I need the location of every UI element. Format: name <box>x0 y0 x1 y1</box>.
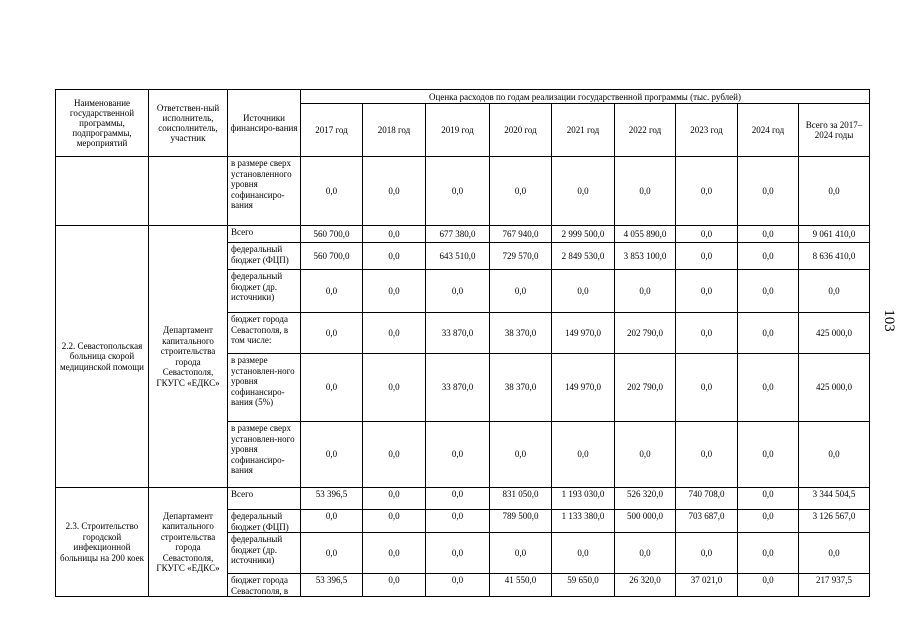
value-cell: 0,0 <box>738 354 799 422</box>
value-cell: 0,0 <box>363 157 426 226</box>
source-cell: в размере сверх установленного уровня софинансиро-вания <box>228 157 301 226</box>
value-cell: 26 320,0 <box>615 574 676 597</box>
header-source-col: Источники финансиро-вания <box>228 90 301 157</box>
name-cell-empty <box>56 157 149 226</box>
value-cell: 643 510,0 <box>426 243 490 270</box>
value-cell: 0,0 <box>301 422 363 488</box>
table-row <box>56 157 870 226</box>
value-cell: 41 550,0 <box>490 574 552 597</box>
value-cell: 0,0 <box>490 157 552 226</box>
value-cell: 0,0 <box>363 488 426 510</box>
value-cell: 0,0 <box>552 533 615 574</box>
value-cell: 0,0 <box>301 533 363 574</box>
page-number: 103 <box>880 309 897 332</box>
value-cell: 0,0 <box>301 313 363 354</box>
value-cell: 0,0 <box>738 533 799 574</box>
value-cell: 0,0 <box>738 422 799 488</box>
value-cell: 0,0 <box>738 270 799 313</box>
total-header: Всего за 2017–2024 годы <box>799 104 870 157</box>
value-cell: 500 000,0 <box>615 510 676 533</box>
value-cell: 0,0 <box>799 270 870 313</box>
year-header: 2019 год <box>426 104 490 157</box>
value-cell: 2 849 530,0 <box>552 243 615 270</box>
value-cell: 0,0 <box>799 533 870 574</box>
table-row <box>56 488 870 510</box>
value-cell: 0,0 <box>738 157 799 226</box>
value-cell: 0,0 <box>301 510 363 533</box>
value-cell: 0,0 <box>676 243 738 270</box>
value-cell: 767 940,0 <box>490 226 552 243</box>
value-cell: 0,0 <box>363 574 426 597</box>
measure-name-cell: 2.2. Севастопольская больница скорой медицинской помощи <box>56 226 149 488</box>
value-cell: 2 999 500,0 <box>552 226 615 243</box>
value-cell: 0,0 <box>738 574 799 597</box>
value-cell: 0,0 <box>426 270 490 313</box>
value-cell: 0,0 <box>676 226 738 243</box>
value-cell: 149 970,0 <box>552 354 615 422</box>
value-cell: 3 344 504,5 <box>799 488 870 510</box>
value-cell: 59 650,0 <box>552 574 615 597</box>
value-cell: 789 500,0 <box>490 510 552 533</box>
value-cell: 0,0 <box>615 157 676 226</box>
value-cell: 0,0 <box>363 510 426 533</box>
source-cell: в размере установлен-ного уровня софинансиро-вания (5%) <box>228 354 301 422</box>
value-cell: 0,0 <box>676 313 738 354</box>
source-cell: бюджет города Севастополя, в <box>228 574 301 597</box>
value-cell: 1 193 030,0 <box>552 488 615 510</box>
value-cell: 740 708,0 <box>676 488 738 510</box>
year-header: 2017 год <box>301 104 363 157</box>
source-cell: в размере сверх установлен-ного уровня софинансиро-вания <box>228 422 301 488</box>
value-cell: 149 970,0 <box>552 313 615 354</box>
year-header: 2023 год <box>676 104 738 157</box>
value-cell: 0,0 <box>676 157 738 226</box>
value-cell: 0,0 <box>676 354 738 422</box>
value-cell: 0,0 <box>490 270 552 313</box>
source-cell: Всего <box>228 488 301 510</box>
value-cell: 0,0 <box>552 422 615 488</box>
value-cell: 0,0 <box>552 157 615 226</box>
value-cell: 0,0 <box>363 533 426 574</box>
value-cell: 703 687,0 <box>676 510 738 533</box>
value-cell: 0,0 <box>426 488 490 510</box>
value-cell: 0,0 <box>426 422 490 488</box>
value-cell: 38 370,0 <box>490 313 552 354</box>
source-cell: федеральный бюджет (др. источники) <box>228 533 301 574</box>
measure-name-cell: 2.3. Строительство городской инфекционной больницы на 200 коек <box>56 488 149 597</box>
year-header: 2024 год <box>738 104 799 157</box>
value-cell: 0,0 <box>363 313 426 354</box>
value-cell: 0,0 <box>738 313 799 354</box>
value-cell: 0,0 <box>615 422 676 488</box>
value-cell: 0,0 <box>490 422 552 488</box>
header-executor-col: Ответствен-ный исполнитель, соисполнитель, участник <box>149 90 228 157</box>
value-cell: 38 370,0 <box>490 354 552 422</box>
source-cell: федеральный бюджет (др. источники) <box>228 270 301 313</box>
value-cell: 0,0 <box>676 533 738 574</box>
executor-cell-empty <box>149 157 228 226</box>
value-cell: 33 870,0 <box>426 313 490 354</box>
value-cell: 0,0 <box>426 510 490 533</box>
value-cell: 0,0 <box>738 488 799 510</box>
value-cell: 53 396,5 <box>301 488 363 510</box>
header-group-title: Оценка расходов по годам реализации государственной программы (тыс. рублей) <box>301 90 870 104</box>
value-cell: 0,0 <box>301 354 363 422</box>
value-cell: 0,0 <box>426 533 490 574</box>
value-cell: 0,0 <box>363 243 426 270</box>
source-cell: федеральный бюджет (ФЦП) <box>228 510 301 533</box>
value-cell: 677 380,0 <box>426 226 490 243</box>
value-cell: 0,0 <box>363 422 426 488</box>
executor-cell: Департамент капитального строительства города Севастополя, ГКУГС «ЕДКС» <box>149 488 228 597</box>
source-cell: федеральный бюджет (ФЦП) <box>228 243 301 270</box>
value-cell: 0,0 <box>363 226 426 243</box>
value-cell: 0,0 <box>426 574 490 597</box>
value-cell: 33 870,0 <box>426 354 490 422</box>
budget-table <box>55 89 870 597</box>
value-cell: 3 126 567,0 <box>799 510 870 533</box>
value-cell: 0,0 <box>738 226 799 243</box>
value-cell: 831 050,0 <box>490 488 552 510</box>
value-cell: 0,0 <box>301 270 363 313</box>
value-cell: 0,0 <box>615 270 676 313</box>
value-cell: 0,0 <box>363 270 426 313</box>
value-cell: 0,0 <box>676 422 738 488</box>
value-cell: 0,0 <box>676 270 738 313</box>
table-row <box>56 226 870 243</box>
value-cell: 0,0 <box>738 243 799 270</box>
header-name-col: Наименование государственной программы, подпрограммы, мероприятий <box>56 90 149 157</box>
value-cell: 9 061 410,0 <box>799 226 870 243</box>
value-cell: 0,0 <box>799 422 870 488</box>
year-header: 2018 год <box>363 104 426 157</box>
value-cell: 4 055 890,0 <box>615 226 676 243</box>
year-header: 2021 год <box>552 104 615 157</box>
value-cell: 0,0 <box>552 270 615 313</box>
value-cell: 526 320,0 <box>615 488 676 510</box>
value-cell: 560 700,0 <box>301 243 363 270</box>
value-cell: 0,0 <box>301 157 363 226</box>
value-cell: 425 000,0 <box>799 313 870 354</box>
value-cell: 53 396,5 <box>301 574 363 597</box>
source-cell: Всего <box>228 226 301 243</box>
value-cell: 0,0 <box>738 510 799 533</box>
value-cell: 3 853 100,0 <box>615 243 676 270</box>
value-cell: 8 636 410,0 <box>799 243 870 270</box>
value-cell: 729 570,0 <box>490 243 552 270</box>
value-cell: 202 790,0 <box>615 313 676 354</box>
value-cell: 37 021,0 <box>676 574 738 597</box>
value-cell: 1 133 380,0 <box>552 510 615 533</box>
year-header: 2020 год <box>490 104 552 157</box>
value-cell: 217 937,5 <box>799 574 870 597</box>
value-cell: 0,0 <box>615 533 676 574</box>
value-cell: 0,0 <box>490 533 552 574</box>
year-header: 2022 год <box>615 104 676 157</box>
value-cell: 202 790,0 <box>615 354 676 422</box>
executor-cell: Департамент капитального строительства города Севастополя, ГКУГС «ЕДКС» <box>149 226 228 488</box>
source-cell: бюджет города Севастополя, в том числе: <box>228 313 301 354</box>
value-cell: 0,0 <box>799 157 870 226</box>
value-cell: 560 700,0 <box>301 226 363 243</box>
value-cell: 0,0 <box>426 157 490 226</box>
value-cell: 0,0 <box>363 354 426 422</box>
value-cell: 425 000,0 <box>799 354 870 422</box>
